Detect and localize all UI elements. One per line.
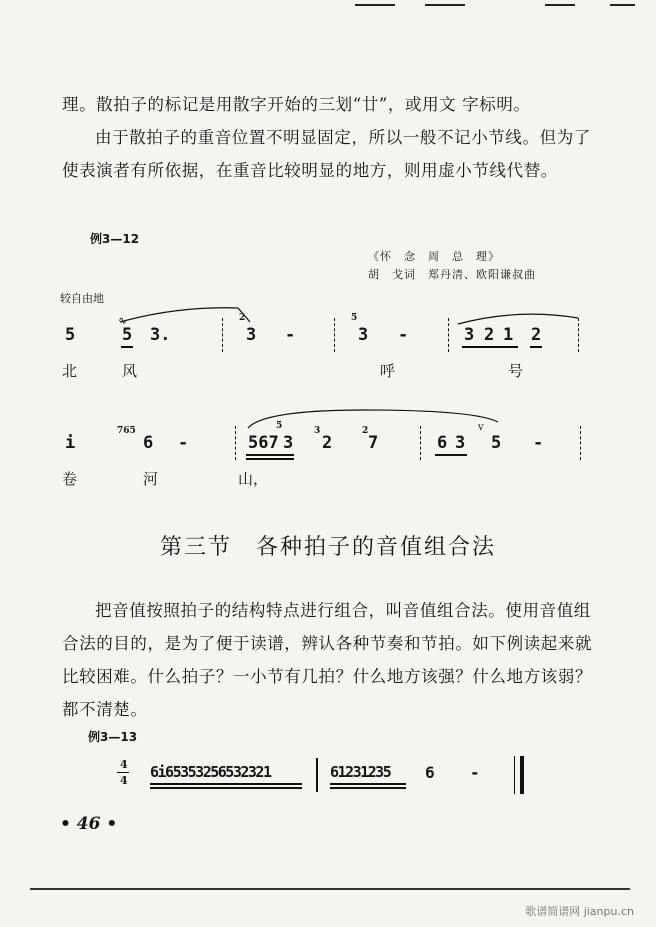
paragraph-2: 由于散拍子的重音位置不明显固定，所以一般不记小节线。但为了使表演者有所依据，在重音比较明显的地方，则用虚小节线代替。 [62, 128, 591, 180]
dashed-barline [578, 318, 579, 352]
rest-dash: - [470, 763, 480, 782]
scan-rule [425, 4, 465, 6]
slur-arcs [118, 304, 598, 326]
underline [150, 783, 302, 785]
watermark: 歌谱简谱网 jianpu.cn [525, 905, 634, 918]
dashed-barline [580, 426, 581, 460]
time-signature-line [117, 772, 129, 773]
rest-dash: - [533, 433, 544, 453]
song-credits: 胡 戈词 郑丹清、欧阳谦叔曲 [368, 268, 536, 281]
underline [246, 458, 294, 460]
grace-notes: 765 [117, 426, 136, 436]
dashed-barline [334, 318, 335, 352]
note: 2 [531, 325, 542, 345]
page-number: • 46 • [60, 814, 118, 834]
note: 5 [122, 325, 133, 345]
measure-1: 6i65353256532321 [150, 763, 271, 781]
section-heading: 第三节 各种拍子的音值组合法 [159, 535, 496, 560]
note: 3 [358, 325, 369, 345]
underline [330, 783, 406, 785]
example-label: 例3—12 [90, 232, 140, 246]
note-group: 567 [248, 433, 279, 453]
note: 2 [322, 433, 333, 453]
dashed-barline [222, 318, 223, 352]
lyric: 呼 [380, 362, 396, 380]
song-title: 《怀 念 周 总 理》 [368, 250, 500, 263]
example-label: 例3—13 [88, 730, 138, 744]
note: 3 [283, 433, 294, 453]
underline [150, 787, 302, 789]
underline [530, 346, 542, 348]
paragraph-3: 把音值按照拍子的结构特点进行组合，叫音值组合法。使用音值组合法的目的，是为了便于读谱，辨认各种节奏和节拍。如下例读起来就比较困难。什么拍子？一小节有几拍？什么地方该强？什么地方该弱？都不清楚。 [62, 601, 593, 719]
time-signature-top: 4 [120, 758, 128, 771]
underline [462, 346, 518, 348]
lyric: 号 [508, 362, 524, 380]
slur-arcs [244, 408, 504, 430]
note: 7 [368, 433, 379, 453]
final-barline-thin [514, 756, 515, 794]
scan-rule [610, 4, 635, 6]
note: 5 [65, 325, 76, 345]
grace-note: 3 [314, 426, 321, 436]
trill-icon: ∿ [118, 314, 128, 327]
note: 6 [425, 763, 435, 782]
lyric: 风 [122, 362, 138, 380]
underline [246, 454, 294, 456]
measure-2: 61231235 [330, 763, 391, 781]
footer-rule [30, 888, 630, 890]
note: 3. [150, 325, 171, 345]
note: 1 [503, 325, 514, 345]
barline [316, 758, 318, 792]
lyric: 山， [238, 470, 269, 488]
lyric: 卷 [62, 470, 78, 488]
rest-dash: - [398, 325, 409, 345]
rest-dash: - [285, 325, 296, 345]
grace-note: 2 [239, 313, 246, 323]
note: 6 [437, 433, 448, 453]
note: 2 [484, 325, 495, 345]
grace-note: 5 [276, 421, 283, 431]
note: 3 [246, 325, 257, 345]
breath-mark: v [478, 422, 484, 433]
note: 6 [143, 433, 154, 453]
tempo-marking: 较自由地 [60, 292, 104, 305]
dashed-barline [235, 426, 236, 460]
note: 3 [464, 325, 475, 345]
note: i [65, 433, 76, 453]
note: 5 [491, 433, 502, 453]
paragraph-1: 理。散拍子的标记是用散字开始的三划“廿”，或用文 字标明。 [62, 95, 531, 114]
lyric: 北 [62, 362, 78, 380]
scan-rule [355, 4, 395, 6]
dashed-barline [448, 318, 449, 352]
lyric: 河 [143, 470, 159, 488]
final-barline-thick [520, 756, 524, 794]
scan-rule [545, 4, 575, 6]
grace-note: 2 [362, 426, 369, 436]
grace-note: 5 [351, 313, 358, 323]
time-signature-bottom: 4 [120, 774, 128, 787]
underline [121, 346, 133, 348]
note: 3 [455, 433, 466, 453]
dashed-barline [420, 426, 421, 460]
rest-dash: - [178, 433, 189, 453]
underline [435, 454, 467, 456]
underline [330, 787, 406, 789]
